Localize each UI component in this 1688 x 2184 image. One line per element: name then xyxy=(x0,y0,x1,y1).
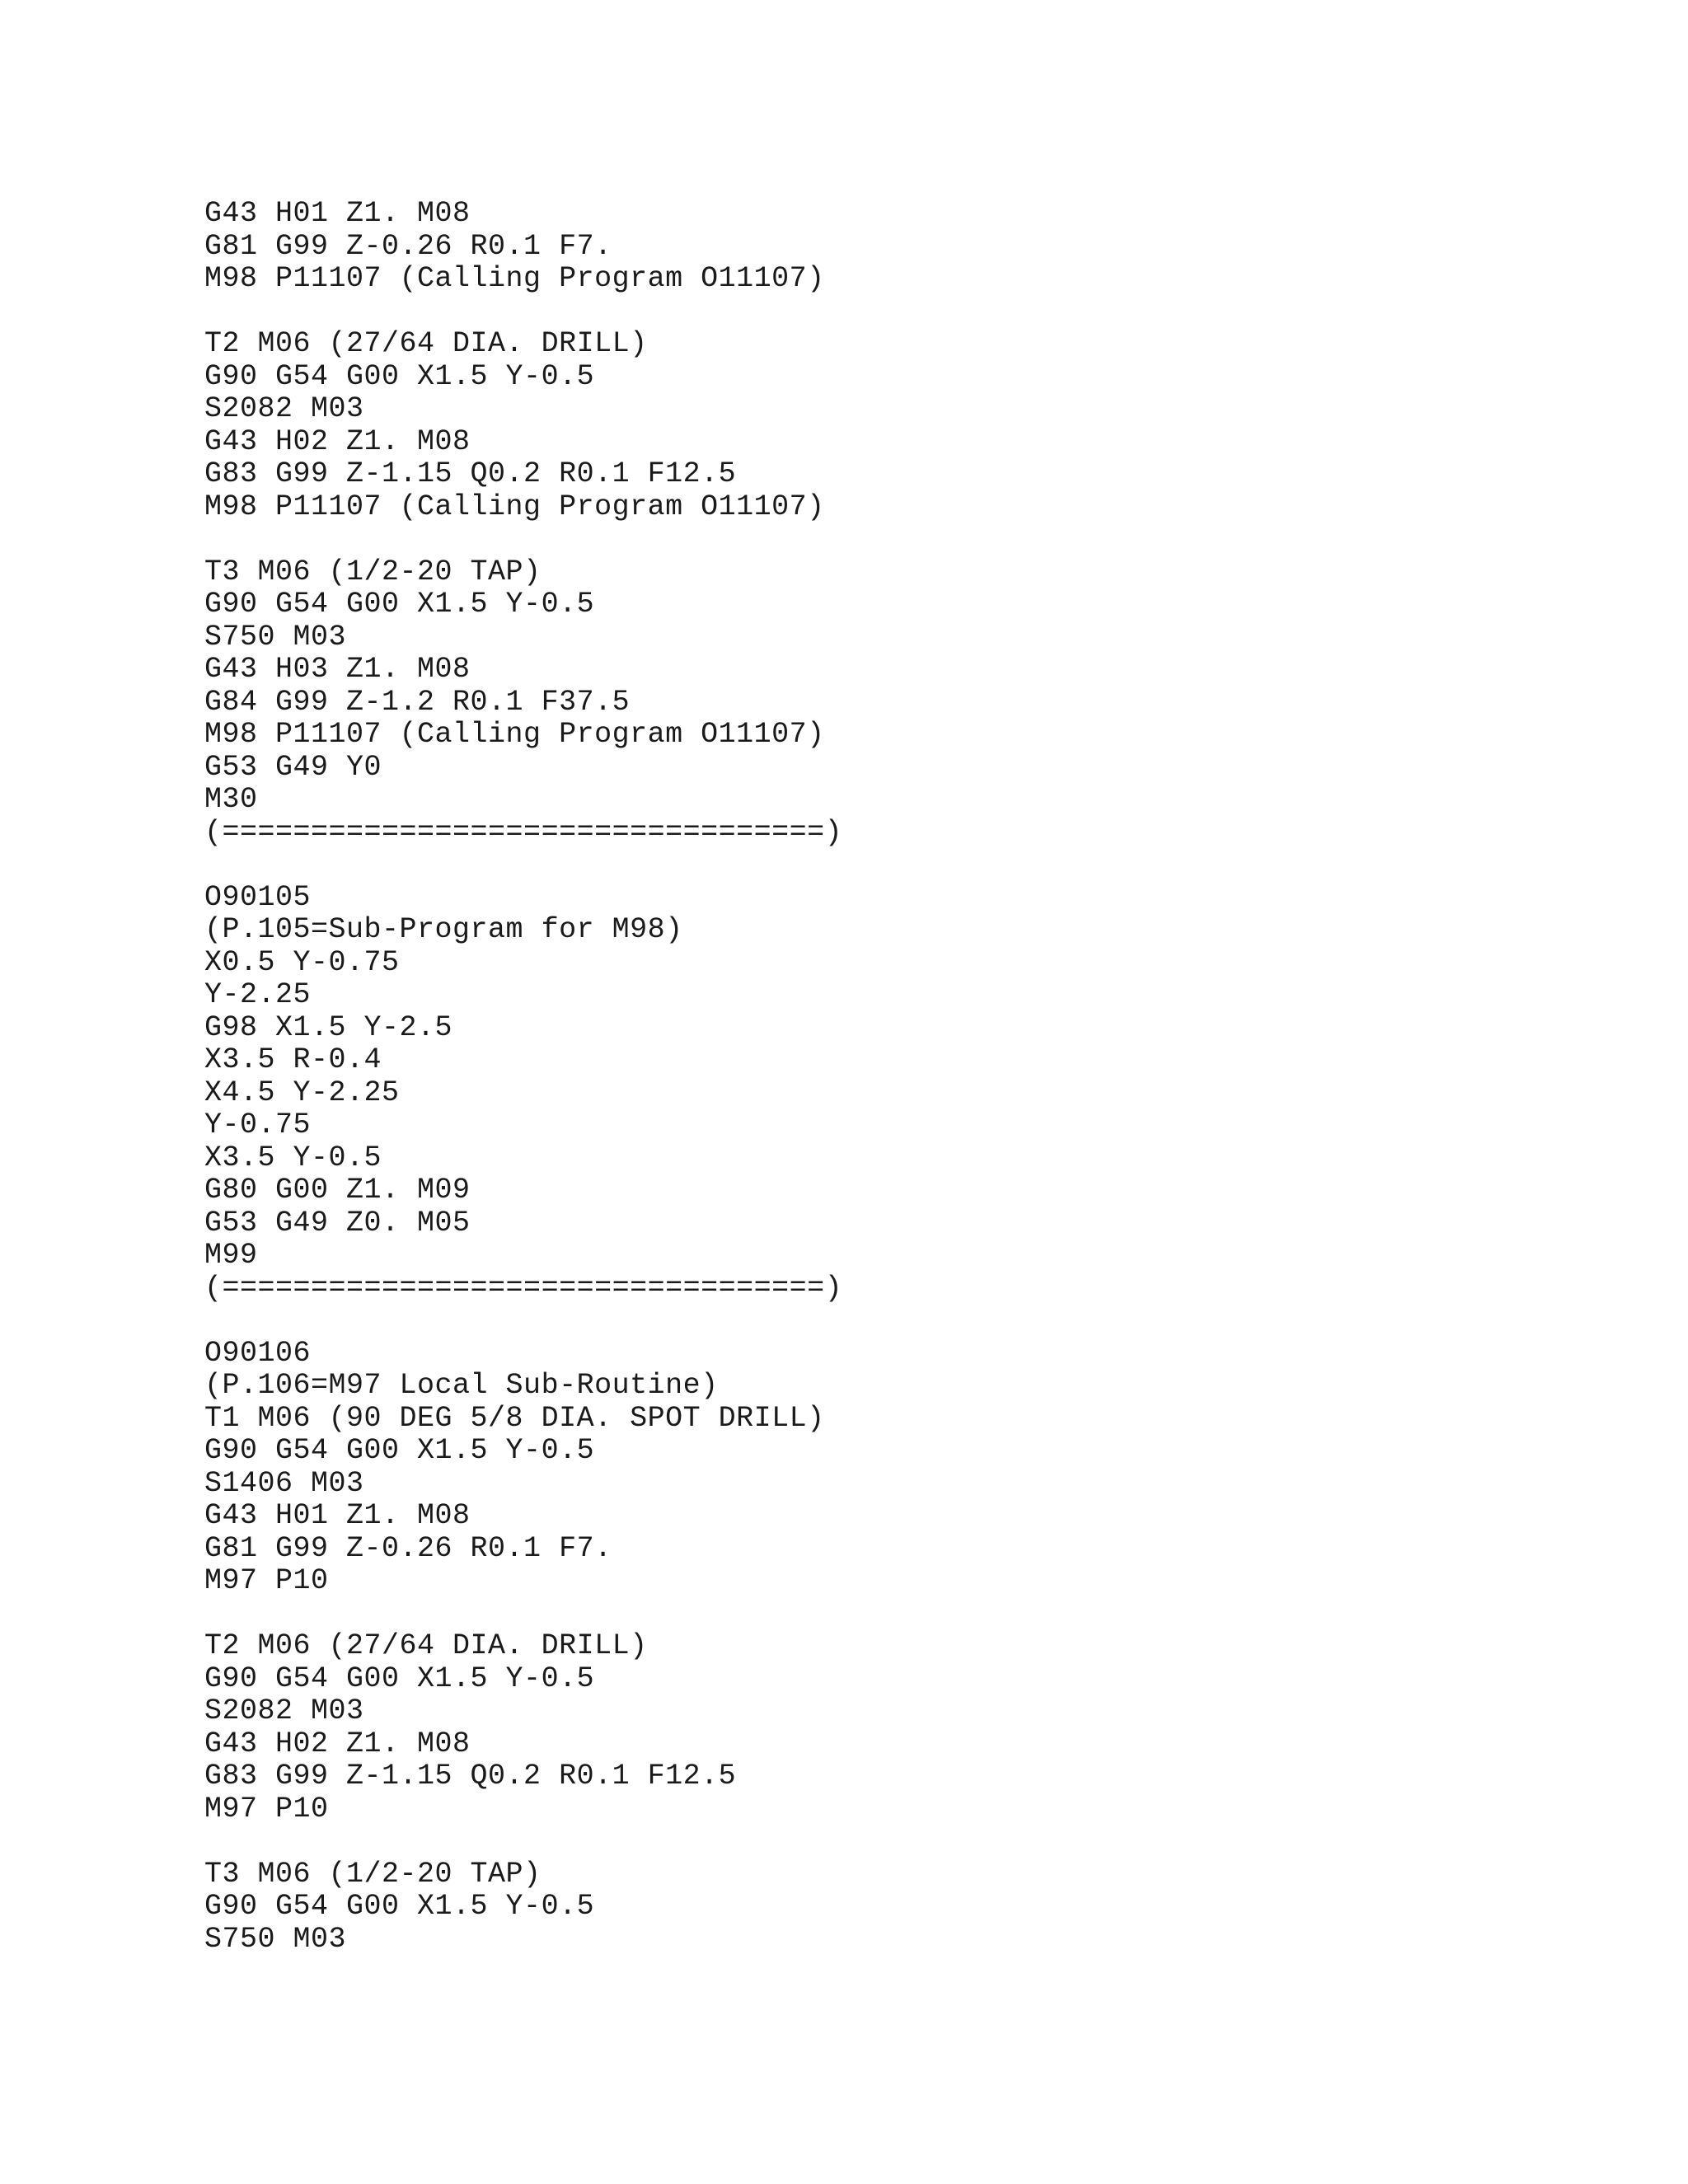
code-line: G43 H02 Z1. M08 xyxy=(204,1727,471,1760)
code-line: (==================================) xyxy=(204,1271,843,1305)
code-line: T1 M06 (90 DEG 5/8 DIA. SPOT DRILL) xyxy=(204,1401,825,1435)
code-line: O90105 xyxy=(204,880,312,914)
code-line: G90 G54 G00 X1.5 Y-0.5 xyxy=(204,359,595,393)
code-line: G43 H01 Z1. M08 xyxy=(204,1499,471,1532)
code-line: G80 G00 Z1. M09 xyxy=(204,1174,471,1207)
code-line: S1406 M03 xyxy=(204,1466,364,1500)
code-line: S750 M03 xyxy=(204,1922,347,1956)
code-line: T2 M06 (27/64 DIA. DRILL) xyxy=(204,1629,648,1662)
code-line: M97 P10 xyxy=(204,1564,329,1597)
code-line: X4.5 Y-2.25 xyxy=(204,1076,400,1109)
code-line: G90 G54 G00 X1.5 Y-0.5 xyxy=(204,588,595,621)
code-line: G81 G99 Z-0.26 R0.1 F7. xyxy=(204,229,612,263)
code-line: S750 M03 xyxy=(204,620,347,654)
code-line: G81 G99 Z-0.26 R0.1 F7. xyxy=(204,1531,612,1565)
blank-line xyxy=(204,849,1523,882)
code-line: (P.106=M97 Local Sub-Routine) xyxy=(204,1369,719,1402)
code-line: M97 P10 xyxy=(204,1792,329,1825)
code-line: G83 G99 Z-1.15 Q0.2 R0.1 F12.5 xyxy=(204,457,737,490)
code-line: O90106 xyxy=(204,1336,312,1370)
code-line: T3 M06 (1/2-20 TAP) xyxy=(204,555,542,588)
blank-line xyxy=(204,1825,1523,1858)
blank-line xyxy=(204,523,1523,556)
code-line: G98 X1.5 Y-2.5 xyxy=(204,1010,453,1044)
code-line: Y-2.25 xyxy=(204,978,312,1011)
code-line: T2 M06 (27/64 DIA. DRILL) xyxy=(204,327,648,360)
code-line: G53 G49 Y0 xyxy=(204,750,382,784)
code-line: G53 G49 Z0. M05 xyxy=(204,1206,471,1240)
blank-line xyxy=(204,1305,1523,1338)
code-line: G84 G99 Z-1.2 R0.1 F37.5 xyxy=(204,685,631,719)
code-line: T3 M06 (1/2-20 TAP) xyxy=(204,1857,542,1891)
code-line: X3.5 R-0.4 xyxy=(204,1043,382,1076)
code-line: G90 G54 G00 X1.5 Y-0.5 xyxy=(204,1661,595,1695)
code-line: M98 P11107 (Calling Program O11107) xyxy=(204,718,825,751)
code-line: G90 G54 G00 X1.5 Y-0.5 xyxy=(204,1434,595,1467)
code-line: (==================================) xyxy=(204,815,843,849)
blank-line xyxy=(204,1598,1523,1631)
gcode-listing xyxy=(204,198,1523,1956)
blank-line xyxy=(204,296,1523,329)
code-line: M98 P11107 (Calling Program O11107) xyxy=(204,490,825,523)
code-line: X3.5 Y-0.5 xyxy=(204,1141,382,1174)
code-line: G43 H02 Z1. M08 xyxy=(204,424,471,458)
code-line: M30 xyxy=(204,783,258,816)
code-line: X0.5 Y-0.75 xyxy=(204,945,400,979)
code-line: G90 G54 G00 X1.5 Y-0.5 xyxy=(204,1890,595,1923)
code-line: G83 G99 Z-1.15 Q0.2 R0.1 F12.5 xyxy=(204,1760,737,1793)
code-line: G43 H03 Z1. M08 xyxy=(204,653,471,686)
code-line: M99 xyxy=(204,1239,258,1272)
code-line: (P.105=Sub-Program for M98) xyxy=(204,913,683,946)
code-line: M98 P11107 (Calling Program O11107) xyxy=(204,262,825,295)
code-line: S2082 M03 xyxy=(204,1694,364,1727)
code-line: Y-0.75 xyxy=(204,1108,312,1141)
code-line: S2082 M03 xyxy=(204,392,364,425)
code-line: G43 H01 Z1. M08 xyxy=(204,197,471,230)
